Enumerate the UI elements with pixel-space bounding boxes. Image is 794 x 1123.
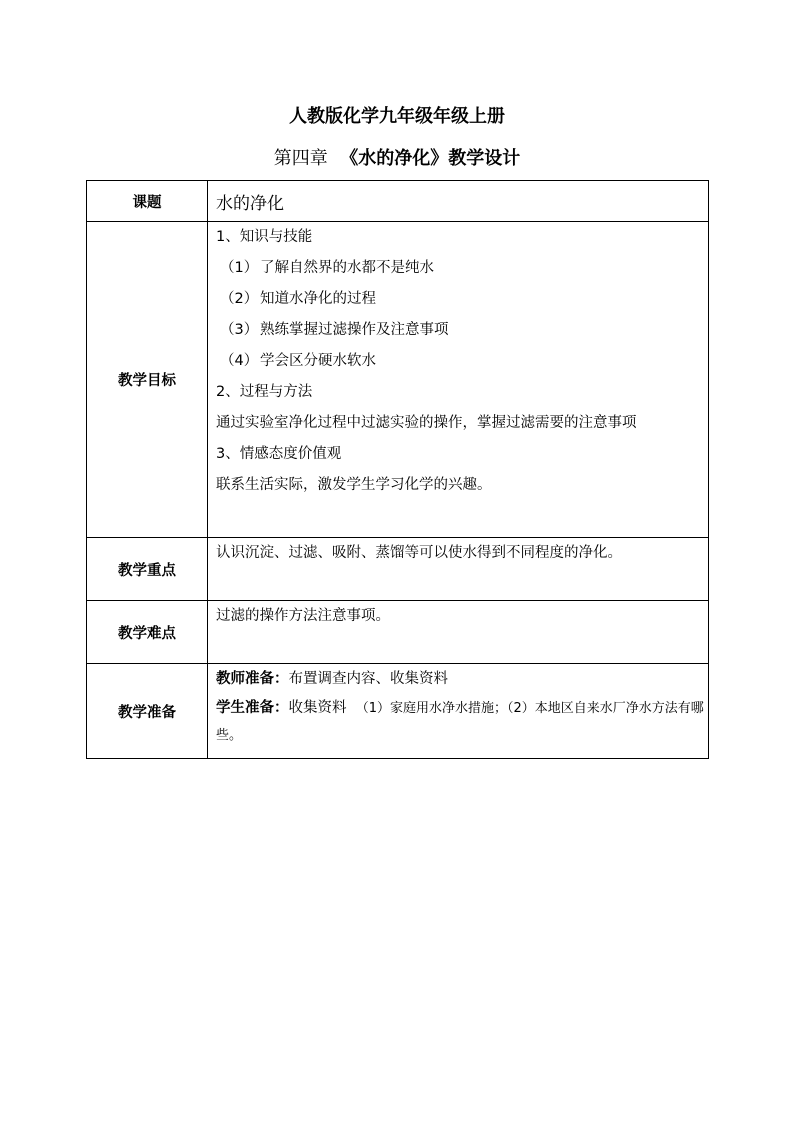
table-row-key-points [87, 538, 709, 601]
item-text: 熟练掌握过滤操作及注意事项 [260, 322, 449, 338]
teacher-preparation-label: 教师准备： [216, 671, 289, 687]
topic-label: 课题 [87, 181, 208, 222]
objectives-label: 教学目标 [87, 222, 208, 538]
teacher-preparation [216, 664, 704, 695]
topic-value: 水的净化 [208, 181, 709, 222]
teacher-preparation-value: 布置调查内容、收集资料 [288, 671, 448, 687]
attitude-text: 联系生活实际，激发学生学习化学的兴趣。 [216, 477, 492, 493]
student-preparation-value: 收集资料 [288, 700, 347, 716]
preparation-label: 教学准备 [87, 664, 208, 759]
list-item [216, 315, 704, 346]
objectives-content [208, 222, 709, 538]
knowledge-heading: 1、知识与技能 [216, 229, 313, 245]
attitude-heading: 3、情感态度价值观 [216, 446, 342, 462]
student-preparation-label: 学生准备： [216, 700, 289, 716]
chapter-label: 第四章 [273, 148, 328, 169]
key-points-text: 认识沉淀、过滤、吸附、蒸馏等可以使水得到不同程度的净化。 [216, 545, 622, 561]
document-title: 人教版化学九年级年级上册 [289, 106, 505, 127]
table-row-preparation [87, 664, 709, 759]
table-row-topic [87, 181, 709, 222]
student-preparation [216, 695, 704, 749]
item-text: 了解自然界的水都不是纯水 [260, 260, 434, 276]
student-preparation-detail: （1）家庭用水净水措施；（2）本地区自来水厂净水方法有哪些。 [216, 701, 704, 743]
list-item [216, 284, 704, 315]
difficulties-text: 过滤的操作方法注意事项。 [216, 608, 390, 624]
table-row-difficulties [87, 601, 709, 664]
item-text: 知道水净化的过程 [260, 291, 376, 307]
item-number: （1） [220, 260, 259, 276]
item-number: （2） [220, 291, 259, 307]
lesson-title: 《水的净化》教学设计 [340, 148, 521, 169]
difficulties-label: 教学难点 [87, 601, 208, 664]
item-number: （3） [220, 322, 259, 338]
lesson-plan-table [86, 180, 709, 759]
preparation-content [208, 664, 709, 759]
list-item [216, 346, 704, 377]
process-text: 通过实验室净化过程中过滤实验的操作，掌握过滤需要的注意事项 [216, 415, 637, 431]
list-item [216, 253, 704, 284]
key-points-content [208, 538, 709, 601]
difficulties-content [208, 601, 709, 664]
item-text: 学会区分硬水软水 [260, 353, 376, 369]
table-row-objectives [87, 222, 709, 538]
key-points-label: 教学重点 [87, 538, 208, 601]
document-subtitle [0, 146, 794, 172]
process-heading: 2、过程与方法 [216, 384, 313, 400]
item-number: （4） [220, 353, 259, 369]
